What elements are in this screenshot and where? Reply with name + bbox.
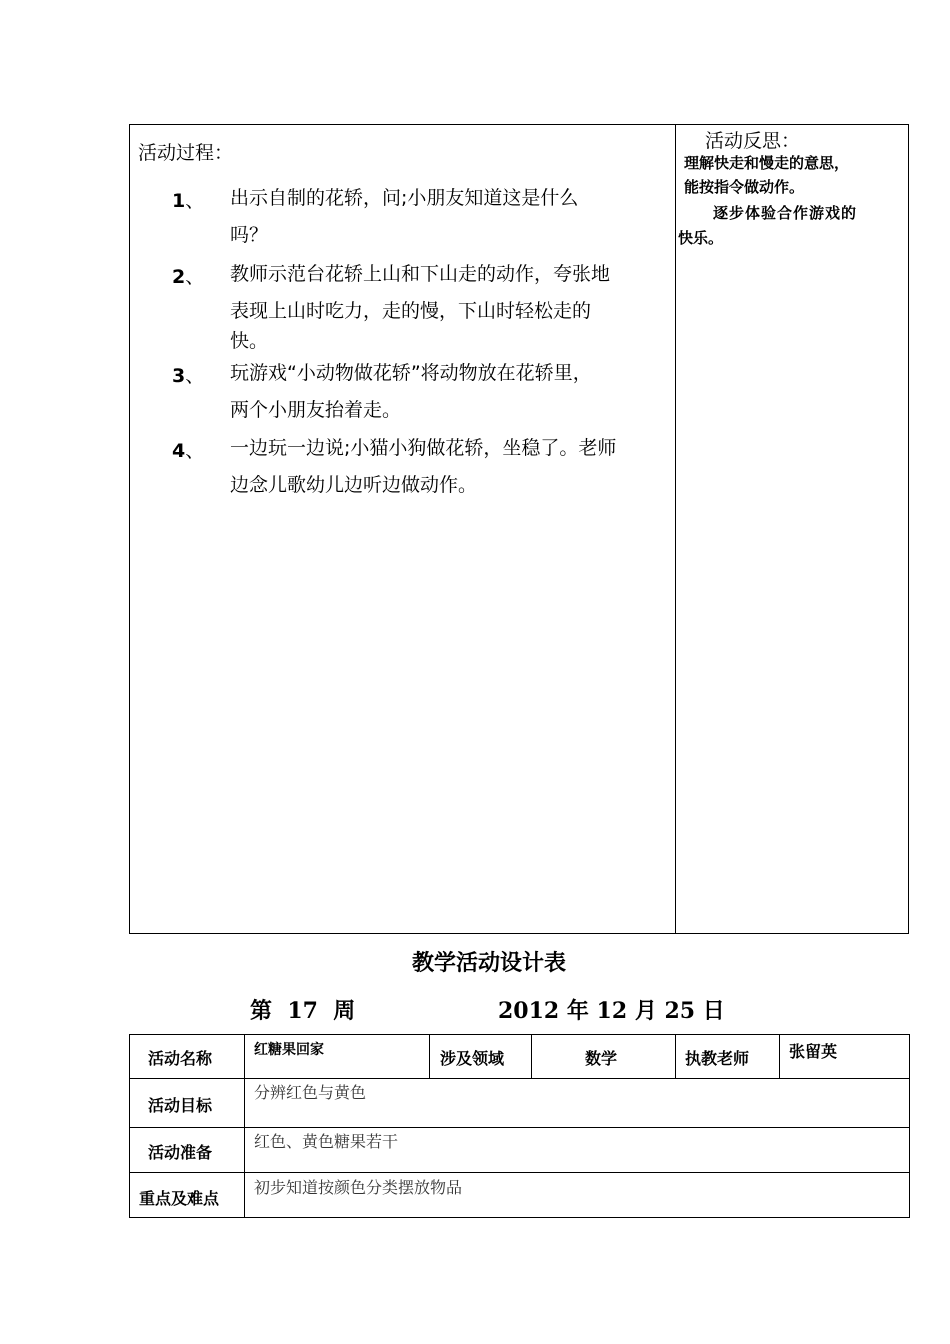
step-number-3: 3、: [172, 365, 205, 387]
step-text-2: 教师示范台花轿上山和下山走的动作，夸张地 表现上山时吃力，走的慢，下山时轻松走的 快。: [230, 263, 611, 352]
step-text-1: 出示自制的花轿，问;小朋友知道这是什么 吗？: [230, 187, 579, 246]
reflection-line-2: 能按指令做动作。: [684, 178, 805, 196]
column-divider: [429, 1034, 430, 1078]
key-points-value: 初步知道按颜色分类摆放物品: [254, 1178, 463, 1197]
step-number-4: 4、: [172, 440, 205, 462]
step-text-3: 玩游戏“小动物做花轿”将动物放在花轿里， 两个小朋友抬着走。: [230, 362, 592, 421]
teacher-value: 张留英: [789, 1042, 838, 1061]
design-table-heading: 教学活动设计表: [411, 950, 566, 976]
activity-name-value: 红糖果回家: [254, 1042, 324, 1058]
column-divider: [531, 1034, 532, 1078]
step-text-4: 一边玩一边说;小猫小狗做花轿，坐稳了。老师 边念儿歌幼儿边听边做动作。: [230, 437, 617, 496]
reflection-line-4: 快乐。: [678, 229, 724, 247]
domain-label: 涉及领域: [440, 1049, 505, 1068]
row-divider: [129, 1078, 910, 1079]
row-divider: [129, 1127, 910, 1128]
reflection-line-1: 理解快走和慢走的意思，: [684, 154, 850, 172]
activity-prep-label: 活动准备: [148, 1143, 213, 1162]
activity-name-label: 活动名称: [148, 1049, 213, 1068]
domain-value: 数学: [585, 1049, 618, 1068]
activity-goal-value: 分辨红色与黄色: [254, 1083, 367, 1102]
date-label: 2012 年 12 月 25 日: [498, 998, 725, 1024]
week-label: 第 17 周: [250, 998, 356, 1024]
column-divider: [675, 1034, 676, 1078]
teacher-label: 执教老师: [685, 1049, 750, 1068]
column-divider: [675, 124, 676, 934]
column-divider: [244, 1034, 245, 1218]
activity-goal-label: 活动目标: [148, 1096, 213, 1115]
key-points-label: 重点及难点: [139, 1189, 220, 1208]
step-number-2: 2、: [172, 266, 205, 288]
column-divider: [779, 1034, 780, 1078]
row-divider: [129, 1172, 910, 1173]
reflection-line-3: 逐步体验合作游戏的: [713, 204, 858, 222]
activity-prep-value: 红色、黄色糖果若干: [254, 1132, 399, 1151]
reflection-title: 活动反思：: [705, 130, 801, 152]
activity-process-title: 活动过程：: [138, 142, 234, 164]
step-number-1: 1、: [172, 190, 205, 212]
